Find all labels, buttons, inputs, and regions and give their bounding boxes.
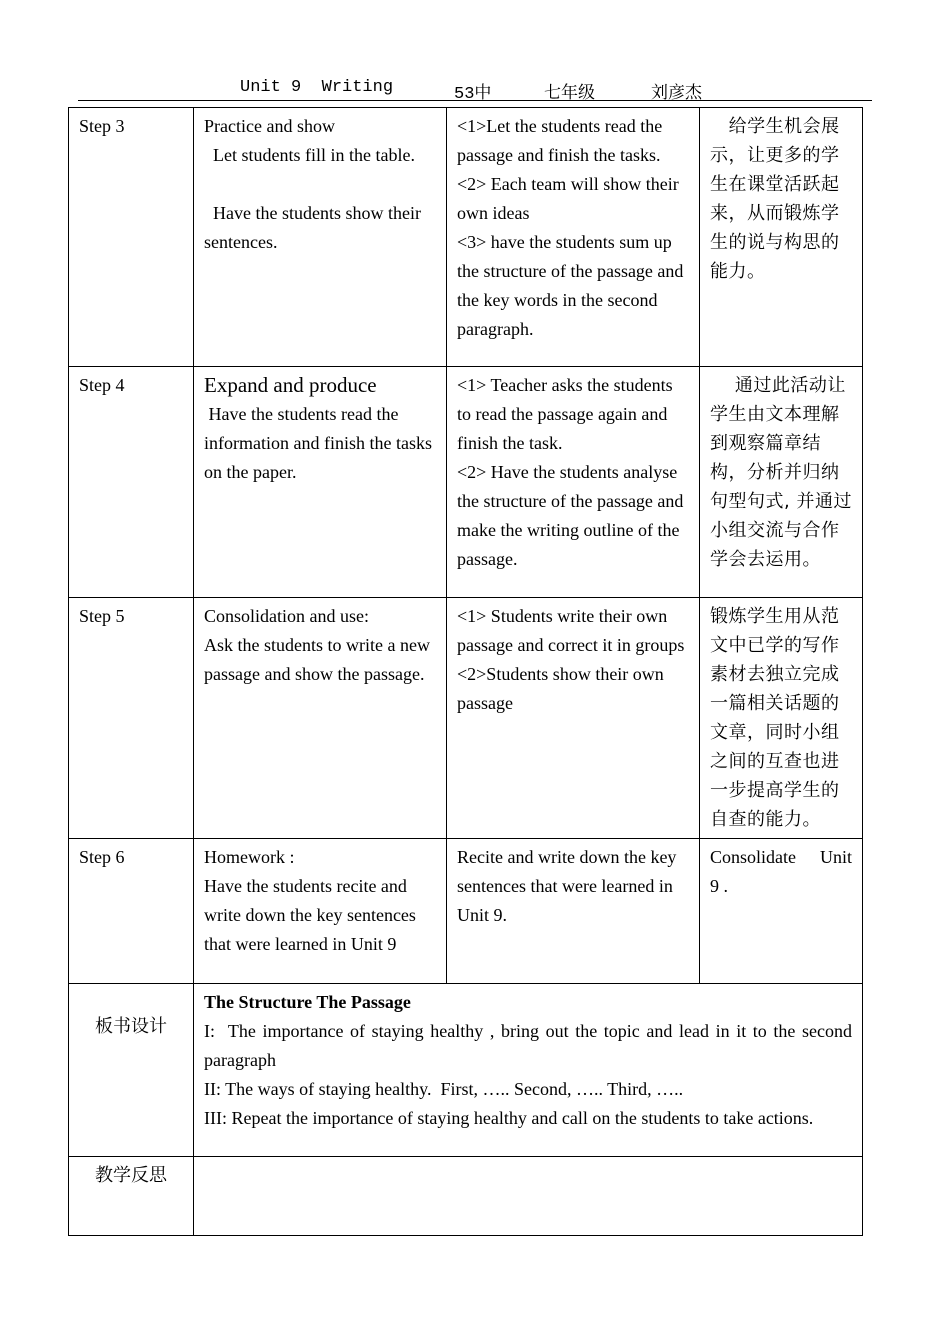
- process-cell: [447, 598, 700, 839]
- activity-line: [204, 170, 436, 199]
- activity-cell: [194, 598, 447, 839]
- step-label: Step 3: [69, 108, 194, 367]
- purpose-cell: [700, 839, 863, 984]
- board-line: III: Repeat the importance of staying healthy and call on the students to take actions.: [204, 1108, 814, 1128]
- activity-cell: [194, 367, 447, 598]
- activity-line: Consolidation and use:: [204, 606, 369, 626]
- process-line: <1>Let the students read the passage and finish the tasks.: [457, 116, 667, 165]
- header-grade: 七年级: [544, 85, 595, 104]
- process-line: <2> Each team will show their own ideas: [457, 174, 684, 223]
- board-design-cell: [194, 984, 863, 1157]
- process-line: <2>Students show their own passage: [457, 664, 669, 713]
- purpose-text: 通过此活动让学生由文本理解到观察篇章结构，分析并归纳句型句式, 并通过小组交流与合作学会去运用。: [710, 375, 852, 570]
- process-line: <1> Teacher asks the students to read the passage again and finish the task.: [457, 375, 682, 453]
- header-unit: Unit 9 Writing: [240, 78, 394, 97]
- board-line: I: The importance of staying healthy , bring out the topic and lead in it to the second paragraph: [204, 1021, 857, 1070]
- board-title: The Structure The Passage: [204, 992, 411, 1012]
- table-row: [69, 367, 863, 598]
- activity-line: Ask the students to write a new passage and show the passage.: [204, 635, 435, 684]
- board-design-label: 板书设计: [69, 984, 194, 1157]
- table-row: [69, 839, 863, 984]
- activity-line: Homework :: [204, 847, 295, 867]
- activity-title: Expand and produce: [204, 373, 377, 397]
- header-teacher: 刘彦杰: [651, 85, 702, 104]
- header-school: 53中: [454, 85, 492, 104]
- process-line: <3> have the students sum up the structure of the passage and the key words in the second paragraph.: [457, 232, 688, 339]
- activity-cell: [194, 839, 447, 984]
- page-header: [78, 76, 872, 104]
- activity-cell: [194, 108, 447, 367]
- activity-line: Let students fill in the table.: [204, 145, 415, 165]
- purpose-cell: [700, 108, 863, 367]
- board-line: II: The ways of staying healthy. First, ….. Second, ….. Third, …..: [204, 1079, 684, 1099]
- activity-line: Have the students read the information and finish the tasks on the paper.: [204, 404, 437, 482]
- reflection-cell: [194, 1157, 863, 1236]
- process-line: <2> Have the students analyse the structure of the passage and make the writing outline of the passage.: [457, 462, 688, 569]
- table-row: [69, 108, 863, 367]
- table-row: [69, 1157, 863, 1236]
- table-row: [69, 598, 863, 839]
- reflection-label: 教学反思: [69, 1157, 194, 1236]
- purpose-cell: [700, 598, 863, 839]
- purpose-text: 锻炼学生用从范文中已学的写作素材去独立完成一篇相关话题的文章，同时小组之间的互查也进一步提高学生的自查的能力。: [710, 606, 840, 830]
- step-label: Step 6: [69, 839, 194, 984]
- step-label: Step 4: [69, 367, 194, 598]
- activity-line: Have the students show their sentences.: [204, 203, 426, 252]
- process-line: <1> Students write their own passage and correct it in groups: [457, 606, 685, 655]
- process-cell: [447, 839, 700, 984]
- activity-line: Practice and show: [204, 116, 335, 136]
- process-cell: [447, 367, 700, 598]
- purpose-text: Consolidate Unit 9 .: [710, 847, 857, 896]
- process-cell: [447, 108, 700, 367]
- activity-line: Have the students recite and write down the key sentences that were learned in Unit 9: [204, 876, 421, 954]
- process-line: Recite and write down the key sentences that were learned in Unit 9.: [457, 847, 681, 925]
- purpose-cell: [700, 367, 863, 598]
- table-row: [69, 984, 863, 1157]
- purpose-text: 给学生机会展示，让更多的学生在课堂活跃起来，从而锻炼学生的说与构思的能力。: [710, 116, 840, 282]
- step-label: Step 5: [69, 598, 194, 839]
- lesson-plan-table: [68, 107, 863, 1236]
